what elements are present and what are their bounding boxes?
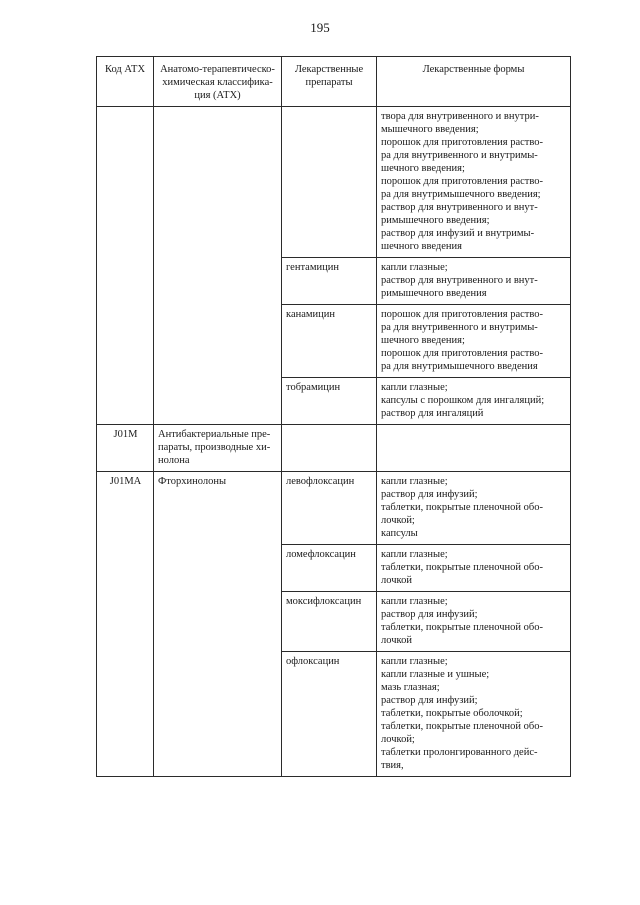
cell-drug: моксифлоксацин: [282, 592, 377, 652]
header-drugs: Лекарственные препараты: [282, 57, 377, 107]
cell-code-empty: [97, 107, 154, 425]
table-header-row: [97, 57, 571, 107]
cell-code: J01M: [97, 425, 154, 472]
header-forms: Лекарственные формы: [377, 57, 571, 107]
cell-drug: офлоксацин: [282, 652, 377, 777]
table-row: [97, 107, 571, 258]
cell-drug: тобрамицин: [282, 378, 377, 425]
cell-classification: Фторхинолоны: [154, 472, 282, 777]
cell-drug: ломефлоксацин: [282, 545, 377, 592]
cell-drug: гентамицин: [282, 258, 377, 305]
cell-drug: [282, 425, 377, 472]
header-classification: Анатомо-терапевтическо- химическая классифика- ция (АТХ): [154, 57, 282, 107]
cell-classification-empty: [154, 107, 282, 425]
cell-forms: капли глазные; капсулы с порошком для ингаляций; раствор для ингаляций: [377, 378, 571, 425]
cell-forms: капли глазные; раствор для инфузий; таблетки, покрытые пленочной обо- лочкой; капсулы: [377, 472, 571, 545]
cell-forms: [377, 425, 571, 472]
cell-drug: канамицин: [282, 305, 377, 378]
cell-classification: Антибактериальные пре- параты, производные хи- нолона: [154, 425, 282, 472]
table-row: [97, 472, 571, 545]
cell-drug: [282, 107, 377, 258]
cell-forms: капли глазные; таблетки, покрытые пленочной обо- лочкой: [377, 545, 571, 592]
cell-forms: твора для внутривенного и внутри- мышечного введения; порошок для приготовления раство- ра для внутривенного и внутримы- шечного введения; порошок для приготовления раство- ра для внутримышечного введения; раствор для внутривенного и внут- римышечного введения; раствор для инфузий и внутримы- шечного введения: [377, 107, 571, 258]
page-number: 195: [310, 20, 330, 35]
header-code: Код АТХ: [97, 57, 154, 107]
cell-forms: капли глазные; раствор для внутривенного и внут- римышечного введения: [377, 258, 571, 305]
cell-code: J01MA: [97, 472, 154, 777]
cell-forms: капли глазные; раствор для инфузий; таблетки, покрытые пленочной обо- лочкой: [377, 592, 571, 652]
cell-forms: порошок для приготовления раство- ра для внутривенного и внутримы- шечного введения; порошок для приготовления раство- ра для внутримышечного введения: [377, 305, 571, 378]
cell-forms: капли глазные; капли глазные и ушные; мазь глазная; раствор для инфузий; таблетки, покрытые оболочкой; таблетки, покрытые пленочной обо- лочкой; таблетки пролонгированного дейс- твия,: [377, 652, 571, 777]
table-row: [97, 425, 571, 472]
cell-drug: левофлоксацин: [282, 472, 377, 545]
atx-table: [96, 56, 571, 777]
